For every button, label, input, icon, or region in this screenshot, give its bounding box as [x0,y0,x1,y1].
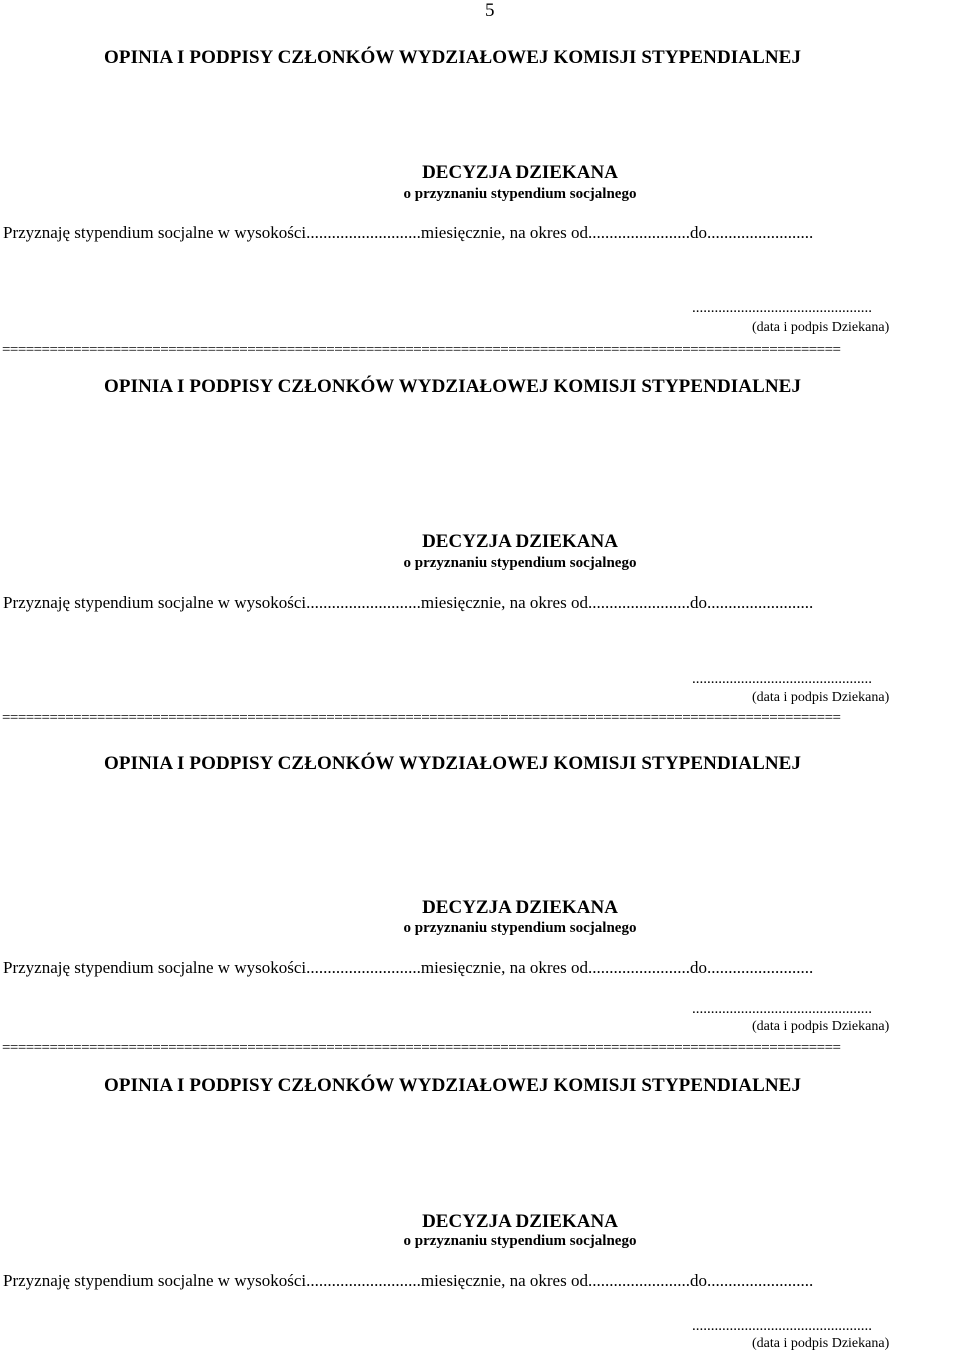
opinion-heading: OPINIA I PODPISY CZŁONKÓW WYDZIAŁOWEJ KOMISJI STYPENDIALNEJ [104,1075,802,1096]
opinion-heading: OPINIA I PODPISY CZŁONKÓW WYDZIAŁOWEJ KOMISJI STYPENDIALNEJ [104,47,802,68]
signature-caption: (data i podpis Dziekana) [752,690,890,705]
decision-subtitle: o przyznaniu stypendium socjalnego [403,1233,637,1249]
decision-subtitle: o przyznaniu stypendium socjalnego [403,920,637,936]
page-number: 5 [485,0,495,21]
decision-title: DECYZJA DZIEKANA [422,1211,618,1232]
decision-subtitle: o przyznaniu stypendium socjalnego [403,555,637,571]
decision-title: DECYZJA DZIEKANA [422,897,618,918]
separator-line: ========================================================================================================== [2,1040,841,1056]
signature-caption: (data i podpis Dziekana) [752,1336,890,1351]
signature-caption: (data i podpis Dziekana) [752,1019,890,1034]
separator-line: ========================================================================================================== [2,710,841,726]
grant-line: Przyznaję stypendium socjalne w wysokości...........................miesięcznie, na okres od........................do......................... [3,958,814,977]
separator-line: ========================================================================================================== [2,342,841,358]
grant-line: Przyznaję stypendium socjalne w wysokości...........................miesięcznie, na okres od........................do......................... [3,593,814,612]
grant-line: Przyznaję stypendium socjalne w wysokości...........................miesięcznie, na okres od........................do......................... [3,223,814,242]
opinion-heading: OPINIA I PODPISY CZŁONKÓW WYDZIAŁOWEJ KOMISJI STYPENDIALNEJ [104,376,802,397]
decision-subtitle: o przyznaniu stypendium socjalnego [403,186,637,202]
opinion-heading: OPINIA I PODPISY CZŁONKÓW WYDZIAŁOWEJ KOMISJI STYPENDIALNEJ [104,753,802,774]
signature-dots: ................................................ [692,1001,872,1017]
signature-dots: ................................................ [692,1318,872,1334]
signature-dots: ................................................ [692,671,872,687]
signature-caption: (data i podpis Dziekana) [752,320,890,335]
decision-title: DECYZJA DZIEKANA [422,162,618,183]
grant-line: Przyznaję stypendium socjalne w wysokości...........................miesięcznie, na okres od........................do......................... [3,1271,814,1290]
signature-dots: ................................................ [692,300,872,316]
decision-title: DECYZJA DZIEKANA [422,531,618,552]
